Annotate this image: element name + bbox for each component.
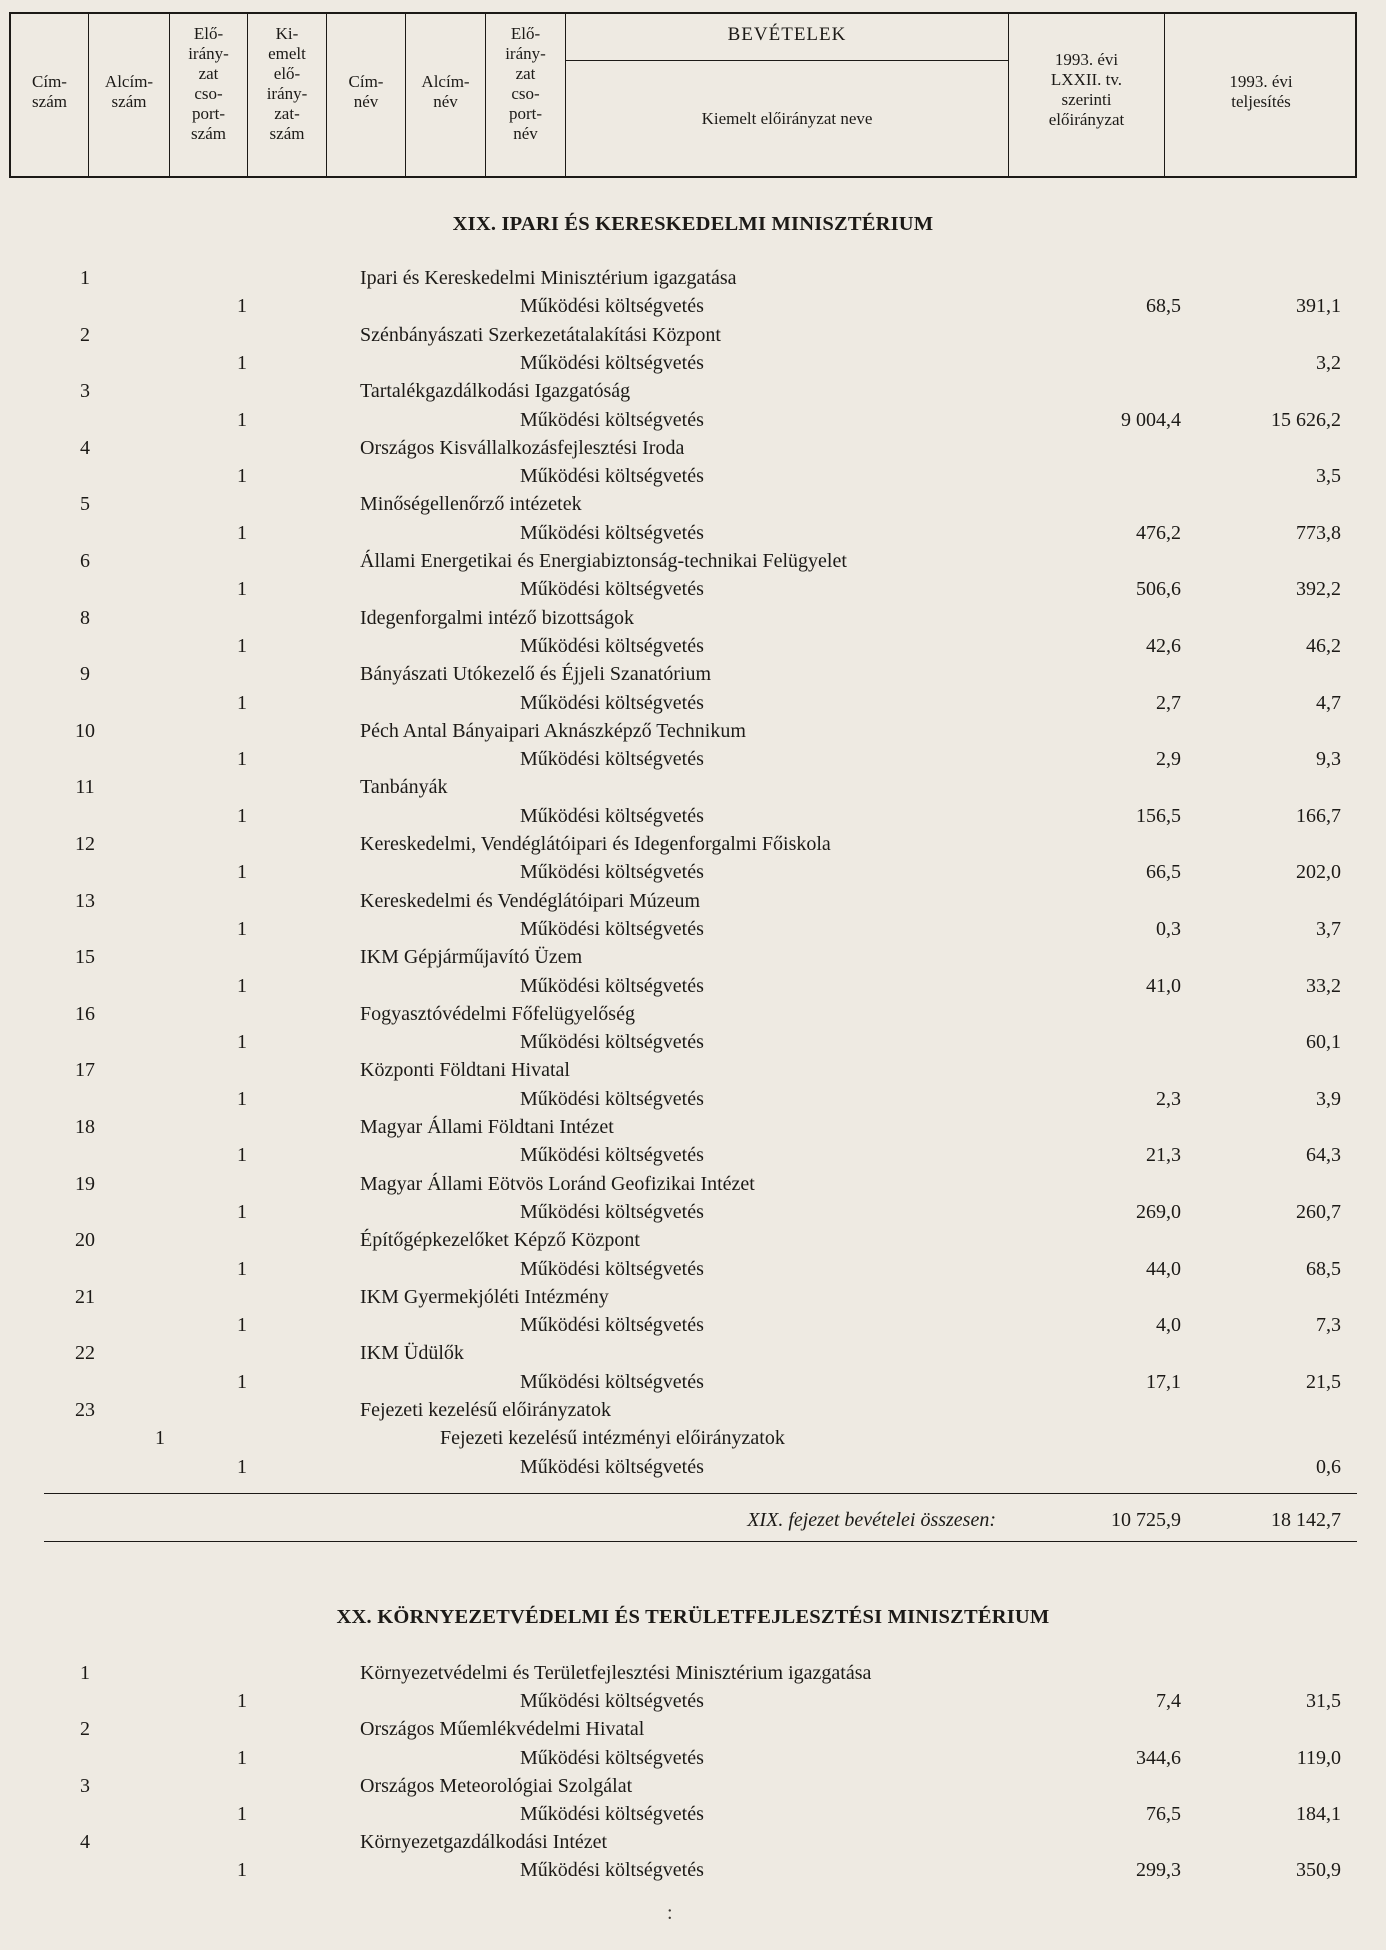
table-row [0, 292, 1386, 320]
divider-line [44, 1541, 1357, 1542]
header-teljesites-1993 [1165, 14, 1357, 176]
table-row [0, 1113, 1386, 1141]
cim-number: 17 [75, 1059, 95, 1082]
header-eloiranyzat-csoportszam [170, 14, 248, 176]
kiemelt-eloiranyzat-name: Működési költségvetés [520, 1087, 704, 1110]
table-row [0, 1424, 1386, 1452]
table-header [9, 12, 1357, 178]
cim-number: 19 [75, 1172, 95, 1195]
cim-number: 1 [80, 1662, 90, 1684]
eloiranyzat-value: 68,5 [1146, 295, 1181, 318]
teljesites-value: 15 626,2 [1271, 408, 1341, 431]
eloiranyzat-value: 299,3 [1136, 1859, 1181, 1882]
cim-name: Idegenforgalmi intéző bizottságok [360, 606, 634, 629]
kiemelt-eloiranyzat-name: Működési költségvetés [520, 804, 704, 827]
eloiranyzat-csoport-number: 1 [237, 1087, 247, 1110]
header-kiemelt-eloiranyzatszam-label: Ki- emelt elő- irány- zat- szám [266, 24, 308, 143]
header-eloiranyzat-1993 [1009, 14, 1165, 176]
eloiranyzat-csoport-number: 1 [237, 1144, 247, 1167]
page-mark: : [667, 1902, 673, 1924]
eloiranyzat-value: 66,5 [1146, 861, 1181, 884]
cim-number: 16 [75, 1002, 95, 1025]
table-row [0, 830, 1386, 858]
teljesites-value: 202,0 [1296, 861, 1341, 884]
eloiranyzat-csoport-number: 1 [237, 465, 247, 488]
cim-number: 3 [80, 1774, 90, 1797]
cim-name: Tanbányák [360, 776, 448, 799]
eloiranyzat-csoport-number: 1 [237, 578, 247, 601]
table-row [0, 575, 1386, 603]
table-row [0, 943, 1386, 971]
eloiranyzat-value: 156,5 [1136, 804, 1181, 827]
cim-number: 11 [75, 776, 95, 799]
eloiranyzat-csoport-number: 1 [237, 408, 247, 431]
cim-name: Fejezeti kezelésű előirányzatok [360, 1399, 611, 1421]
cim-name: Kereskedelmi és Vendéglátóipari Múzeum [360, 889, 701, 912]
kiemelt-eloiranyzat-name: Működési költségvetés [520, 1314, 704, 1337]
kiemelt-eloiranyzat-name: Működési költségvetés [520, 1031, 704, 1054]
table-row [0, 377, 1386, 405]
header-cimnev [327, 14, 406, 176]
eloiranyzat-value: 269,0 [1136, 1200, 1181, 1223]
eloiranyzat-value: 506,6 [1136, 578, 1181, 601]
teljesites-value: 4,7 [1316, 691, 1341, 714]
total-eloiranyzat: 10 725,9 [1111, 1509, 1181, 1531]
eloiranyzat-value: 17,1 [1146, 1370, 1181, 1393]
header-eloiranyzat-csoportnev [486, 14, 566, 176]
teljesites-value: 46,2 [1306, 634, 1341, 657]
header-alcimszam [89, 14, 170, 176]
table-row [0, 1141, 1386, 1169]
eloiranyzat-csoport-number: 1 [237, 1690, 247, 1713]
teljesites-value: 391,1 [1296, 295, 1341, 318]
teljesites-value: 392,2 [1296, 578, 1341, 601]
table-row [0, 773, 1386, 801]
cim-name: Tartalékgazdálkodási Igazgatóság [360, 380, 631, 403]
eloiranyzat-csoport-number: 1 [237, 861, 247, 884]
kiemelt-eloiranyzat-name: Működési költségvetés [520, 861, 704, 884]
header-bevetelek-title: BEVÉTELEK [566, 24, 1008, 61]
table-row [0, 717, 1386, 745]
eloiranyzat-value: 44,0 [1146, 1257, 1181, 1280]
eloiranyzat-csoport-number: 1 [237, 1803, 247, 1825]
cim-name: IKM Üdülők [360, 1342, 464, 1365]
kiemelt-eloiranyzat-name: Működési költségvetés [520, 295, 704, 318]
table-row [0, 1085, 1386, 1113]
kiemelt-eloiranyzat-name: Működési költségvetés [520, 1859, 704, 1882]
eloiranyzat-csoport-number: 1 [237, 521, 247, 544]
header-cimnev-label: Cím- név [348, 72, 384, 111]
table-row [0, 972, 1386, 1000]
cim-name: Környezetvédelmi és Területfejlesztési Minisztérium igazgatása [360, 1662, 872, 1684]
section-title-xx: XX. KÖRNYEZETVÉDELMI ÉS TERÜLETFEJLESZTÉSI MINISZTÉRIUM [336, 1606, 1050, 1628]
table-row [0, 915, 1386, 943]
teljesites-value: 33,2 [1306, 974, 1341, 997]
total-row-xix [0, 1506, 1386, 1534]
cim-name: Állami Energetikai és Energiabiztonság-technikai Felügyelet [360, 550, 847, 572]
total-label: XIX. fejezet bevételei összesen: [747, 1509, 996, 1531]
eloiranyzat-csoport-number: 1 [237, 1200, 247, 1223]
table-row [0, 1800, 1386, 1828]
cim-name: Központi Földtani Hivatal [360, 1059, 570, 1082]
cim-name: IKM Gyermekjóléti Intézmény [360, 1285, 609, 1308]
teljesites-value: 64,3 [1306, 1144, 1341, 1167]
eloiranyzat-value: 476,2 [1136, 521, 1181, 544]
teljesites-value: 3,9 [1316, 1087, 1341, 1110]
section-title-xix: XIX. IPARI ÉS KERESKEDELMI MINISZTÉRIUM [452, 213, 934, 235]
kiemelt-eloiranyzat-name: Működési költségvetés [520, 1200, 704, 1223]
teljesites-value: 60,1 [1306, 1031, 1341, 1054]
teljesites-value: 3,7 [1316, 917, 1341, 940]
cim-number: 9 [80, 663, 90, 686]
eloiranyzat-value: 42,6 [1146, 634, 1181, 657]
table-row [0, 264, 1386, 292]
cim-number: 15 [75, 946, 95, 969]
table-row [0, 1028, 1386, 1056]
header-bevetelek [566, 14, 1009, 176]
eloiranyzat-csoport-number: 1 [237, 748, 247, 771]
cim-number: 6 [80, 550, 90, 572]
cim-name: Péch Antal Bányaipari Aknászképző Technikum [360, 719, 746, 742]
table-row [0, 689, 1386, 717]
cim-number: 18 [75, 1116, 95, 1138]
table-row [0, 1198, 1386, 1226]
alcim-number: 1 [155, 1427, 165, 1450]
kiemelt-eloiranyzat-name: Működési költségvetés [520, 351, 704, 374]
eloiranyzat-csoport-number: 1 [237, 974, 247, 997]
table-row [0, 1744, 1386, 1772]
header-eloiranyzat-csoportszam-label: Elő- irány- zat cso- port- szám [188, 24, 229, 143]
cim-name: Bányászati Utókezelő és Éjjeli Szanatórium [360, 663, 711, 686]
table-row [0, 604, 1386, 632]
cim-number: 4 [80, 436, 90, 459]
teljesites-value: 7,3 [1316, 1314, 1341, 1337]
table-row [0, 462, 1386, 490]
table-row [0, 1226, 1386, 1254]
eloiranyzat-csoport-number: 1 [237, 1257, 247, 1280]
table-row [0, 406, 1386, 434]
eloiranyzat-csoport-number: 1 [237, 1314, 247, 1337]
total-teljesites: 18 142,7 [1271, 1509, 1341, 1531]
divider-line [44, 1493, 1357, 1494]
eloiranyzat-csoport-number: 1 [237, 1370, 247, 1393]
table-row [0, 321, 1386, 349]
teljesites-value: 68,5 [1306, 1257, 1341, 1280]
kiemelt-eloiranyzat-name: Működési költségvetés [520, 1370, 704, 1393]
table-row [0, 490, 1386, 518]
table-row [0, 745, 1386, 773]
cim-number: 8 [80, 606, 90, 629]
cim-name: Országos Műemlékvédelmi Hivatal [360, 1718, 645, 1741]
teljesites-value: 31,5 [1306, 1690, 1341, 1713]
header-alcimnev [406, 14, 486, 176]
kiemelt-eloiranyzat-name: Működési költségvetés [520, 1690, 704, 1713]
cim-number: 3 [80, 380, 90, 403]
teljesites-value: 350,9 [1296, 1859, 1341, 1882]
kiemelt-eloiranyzat-name: Működési költségvetés [520, 521, 704, 544]
kiemelt-eloiranyzat-name: Működési költségvetés [520, 1144, 704, 1167]
cim-name: Minőségellenőrző intézetek [360, 493, 582, 516]
teljesites-value: 0,6 [1316, 1455, 1341, 1478]
eloiranyzat-csoport-number: 1 [237, 1031, 247, 1054]
table-row [0, 434, 1386, 462]
cim-number: 5 [80, 493, 90, 516]
teljesites-value: 184,1 [1296, 1803, 1341, 1825]
teljesites-value: 260,7 [1296, 1200, 1341, 1223]
header-kiemelt-nev-label: Kiemelt előirányzat neve [701, 109, 873, 128]
teljesites-value: 3,2 [1316, 351, 1341, 374]
cim-name: IKM Gépjárműjavító Üzem [360, 946, 583, 969]
eloiranyzat-value: 9 004,4 [1121, 408, 1181, 431]
table-row [0, 1339, 1386, 1367]
cim-name: Építőgépkezelőket Képző Központ [360, 1229, 640, 1252]
eloiranyzat-value: 2,9 [1156, 748, 1181, 771]
eloiranyzat-value: 4,0 [1156, 1314, 1181, 1337]
eloiranyzat-csoport-number: 1 [237, 1859, 247, 1882]
table-row [0, 887, 1386, 915]
table-row [0, 519, 1386, 547]
header-eloiranyzat-csoportnev-label: Elő- irány- zat cso- port- név [505, 24, 546, 143]
eloiranyzat-csoport-number: 1 [237, 1746, 247, 1769]
table-row [0, 1255, 1386, 1283]
eloiranyzat-csoport-number: 1 [237, 634, 247, 657]
table-row [0, 632, 1386, 660]
teljesites-value: 3,5 [1316, 465, 1341, 488]
eloiranyzat-value: 76,5 [1146, 1803, 1181, 1825]
cim-number: 22 [75, 1342, 95, 1365]
kiemelt-eloiranyzat-name: Működési költségvetés [520, 1746, 704, 1769]
header-cimszam [11, 14, 89, 176]
eloiranyzat-csoport-number: 1 [237, 351, 247, 374]
eloiranyzat-csoport-number: 1 [237, 295, 247, 318]
teljesites-value: 9,3 [1316, 748, 1341, 771]
cim-name: Fogyasztóvédelmi Főfelügyelőség [360, 1002, 635, 1025]
table-row [0, 349, 1386, 377]
table-row [0, 1687, 1386, 1715]
kiemelt-eloiranyzat-name: Működési költségvetés [520, 1257, 704, 1280]
header-alcimnev-label: Alcím- név [421, 72, 470, 111]
table-row [0, 660, 1386, 688]
cim-name: Országos Kisvállalkozásfejlesztési Iroda [360, 436, 685, 459]
header-eloiranyzat-1993-label: 1993. évi LXXII. tv. szerinti előirányzat [1048, 50, 1125, 129]
teljesites-value: 119,0 [1296, 1746, 1341, 1769]
eloiranyzat-value: 7,4 [1156, 1690, 1181, 1713]
cim-number: 10 [75, 719, 95, 742]
eloiranyzat-value: 21,3 [1146, 1144, 1181, 1167]
cim-name: Környezetgazdálkodási Intézet [360, 1831, 608, 1854]
eloiranyzat-csoport-number: 1 [237, 917, 247, 940]
cim-number: 21 [75, 1285, 95, 1308]
cim-number: 2 [80, 323, 90, 346]
cim-name: Kereskedelmi, Vendéglátóipari és Idegenforgalmi Főiskola [360, 833, 831, 855]
table-row [0, 1283, 1386, 1311]
kiemelt-eloiranyzat-name: Működési költségvetés [520, 974, 704, 997]
cim-number: 2 [80, 1718, 90, 1741]
kiemelt-eloiranyzat-name: Működési költségvetés [520, 578, 704, 601]
cim-number: 12 [75, 833, 95, 855]
cim-name: Szénbányászati Szerkezetátalakítási Központ [360, 323, 721, 346]
header-cimszam-label: Cím- szám [32, 72, 67, 111]
kiemelt-eloiranyzat-name: Működési költségvetés [520, 748, 704, 771]
table-row [0, 1368, 1386, 1396]
alcim-name: Fejezeti kezelésű intézményi előirányzatok [440, 1427, 785, 1450]
eloiranyzat-value: 0,3 [1156, 917, 1181, 940]
cim-name: Ipari és Kereskedelmi Minisztérium igazgatása [360, 267, 737, 289]
eloiranyzat-value: 2,3 [1156, 1087, 1181, 1110]
teljesites-value: 773,8 [1296, 521, 1341, 544]
table-row [0, 1659, 1386, 1687]
table-row [0, 1396, 1386, 1424]
table-row [0, 547, 1386, 575]
eloiranyzat-value: 344,6 [1136, 1746, 1181, 1769]
table-row [0, 858, 1386, 886]
kiemelt-eloiranyzat-name: Működési költségvetés [520, 917, 704, 940]
table-row [0, 802, 1386, 830]
kiemelt-eloiranyzat-name: Működési költségvetés [520, 1803, 704, 1825]
header-alcimszam-label: Alcím- szám [104, 72, 154, 111]
eloiranyzat-csoport-number: 1 [237, 1455, 247, 1478]
eloiranyzat-value: 2,7 [1156, 691, 1181, 714]
table-row [0, 1772, 1386, 1800]
teljesites-value: 166,7 [1296, 804, 1341, 827]
cim-number: 13 [75, 889, 95, 912]
eloiranyzat-csoport-number: 1 [237, 804, 247, 827]
table-row [0, 1856, 1386, 1884]
header-kiemelt-eloiranyzatszam [248, 14, 327, 176]
table-row [0, 1000, 1386, 1028]
table-row [0, 1715, 1386, 1743]
kiemelt-eloiranyzat-name: Működési költségvetés [520, 408, 704, 431]
cim-number: 20 [75, 1229, 95, 1252]
eloiranyzat-csoport-number: 1 [237, 691, 247, 714]
kiemelt-eloiranyzat-name: Működési költségvetés [520, 634, 704, 657]
table-row [0, 1453, 1386, 1481]
header-teljesites-1993-label: 1993. évi teljesítés [1229, 72, 1293, 111]
cim-name: Magyar Állami Eötvös Loránd Geofizikai Intézet [360, 1172, 755, 1195]
table-row [0, 1311, 1386, 1339]
cim-number: 23 [75, 1399, 95, 1421]
table-row [0, 1828, 1386, 1856]
kiemelt-eloiranyzat-name: Működési költségvetés [520, 465, 704, 488]
table-row [0, 1056, 1386, 1084]
table-row [0, 1170, 1386, 1198]
cim-number: 4 [80, 1831, 90, 1854]
kiemelt-eloiranyzat-name: Működési költségvetés [520, 691, 704, 714]
cim-name: Magyar Állami Földtani Intézet [360, 1116, 614, 1138]
cim-name: Országos Meteorológiai Szolgálat [360, 1774, 633, 1797]
teljesites-value: 21,5 [1306, 1370, 1341, 1393]
cim-number: 1 [80, 267, 90, 289]
kiemelt-eloiranyzat-name: Működési költségvetés [520, 1455, 704, 1478]
eloiranyzat-value: 41,0 [1146, 974, 1181, 997]
